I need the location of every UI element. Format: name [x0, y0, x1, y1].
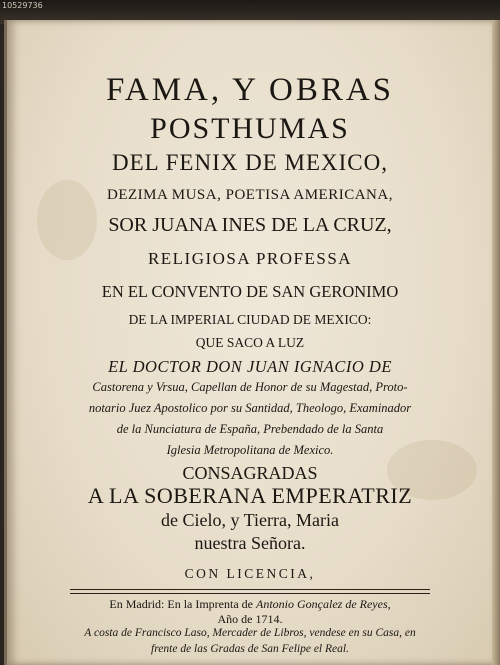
- title-line-3: DEL FENIX DE MEXICO,: [112, 150, 388, 175]
- dedication-line-1: CONSAGRADAS: [182, 463, 318, 483]
- dedication-line-2: A LA SOBERANA EMPERATRIZ: [87, 483, 413, 508]
- imprint-line-1: [0, 597, 500, 612]
- imprint-cost: A costa de Francisco Laso, Mercader de Libros, vendese en su Casa, en: [84, 627, 416, 639]
- title-line-7: EN EL CONVENTO DE SAN GERONIMO: [101, 282, 399, 301]
- title-line-6: RELIGIOSA PROFESSA: [147, 249, 353, 268]
- licence-line: CON LICENCIA,: [184, 566, 316, 581]
- title-line-9: QUE SACO A LUZ: [195, 335, 305, 350]
- imprint-location: frente de las Gradas de San Felipe el Real.: [151, 643, 349, 655]
- title-line-8: DE LA IMPERIAL CIUDAD DE MEXICO:: [128, 312, 372, 327]
- imprint-year: Año de 1714.: [217, 612, 283, 626]
- author-detail-3: de la Nunciatura de España, Prebendado de la Santa: [116, 422, 384, 436]
- author-name: EL DOCTOR DON JUAN IGNACIO DE: [108, 357, 392, 376]
- title-line-1: FAMA, Y OBRAS: [105, 72, 395, 108]
- author-detail-1: Castorena y Vrsua, Capellan de Honor de su Magestad, Proto-: [92, 380, 408, 394]
- title-line-2: POSTHUMAS: [150, 112, 350, 145]
- author-detail-4: Iglesia Metropolitana de Mexico.: [166, 443, 334, 457]
- title-line-4: DEZIMA MUSA, POETISA AMERICANA,: [107, 187, 393, 203]
- decorative-rule: [70, 589, 430, 594]
- imprint-printer: Antonio Gonçalez de Reyes,: [256, 597, 391, 611]
- catalog-id: 10529736: [2, 1, 43, 10]
- author-detail-2: notario Juez Apostolico por su Santidad, Theologo, Examinador: [88, 401, 412, 415]
- imprint-place: En Madrid: En la Imprenta de: [109, 597, 253, 611]
- dedication-line-3: de Cielo, y Tierra, Maria: [161, 510, 339, 530]
- dedication-line-4: nuestra Señora.: [194, 533, 306, 553]
- title-line-5: SOR JUANA INES DE LA CRUZ,: [108, 214, 392, 236]
